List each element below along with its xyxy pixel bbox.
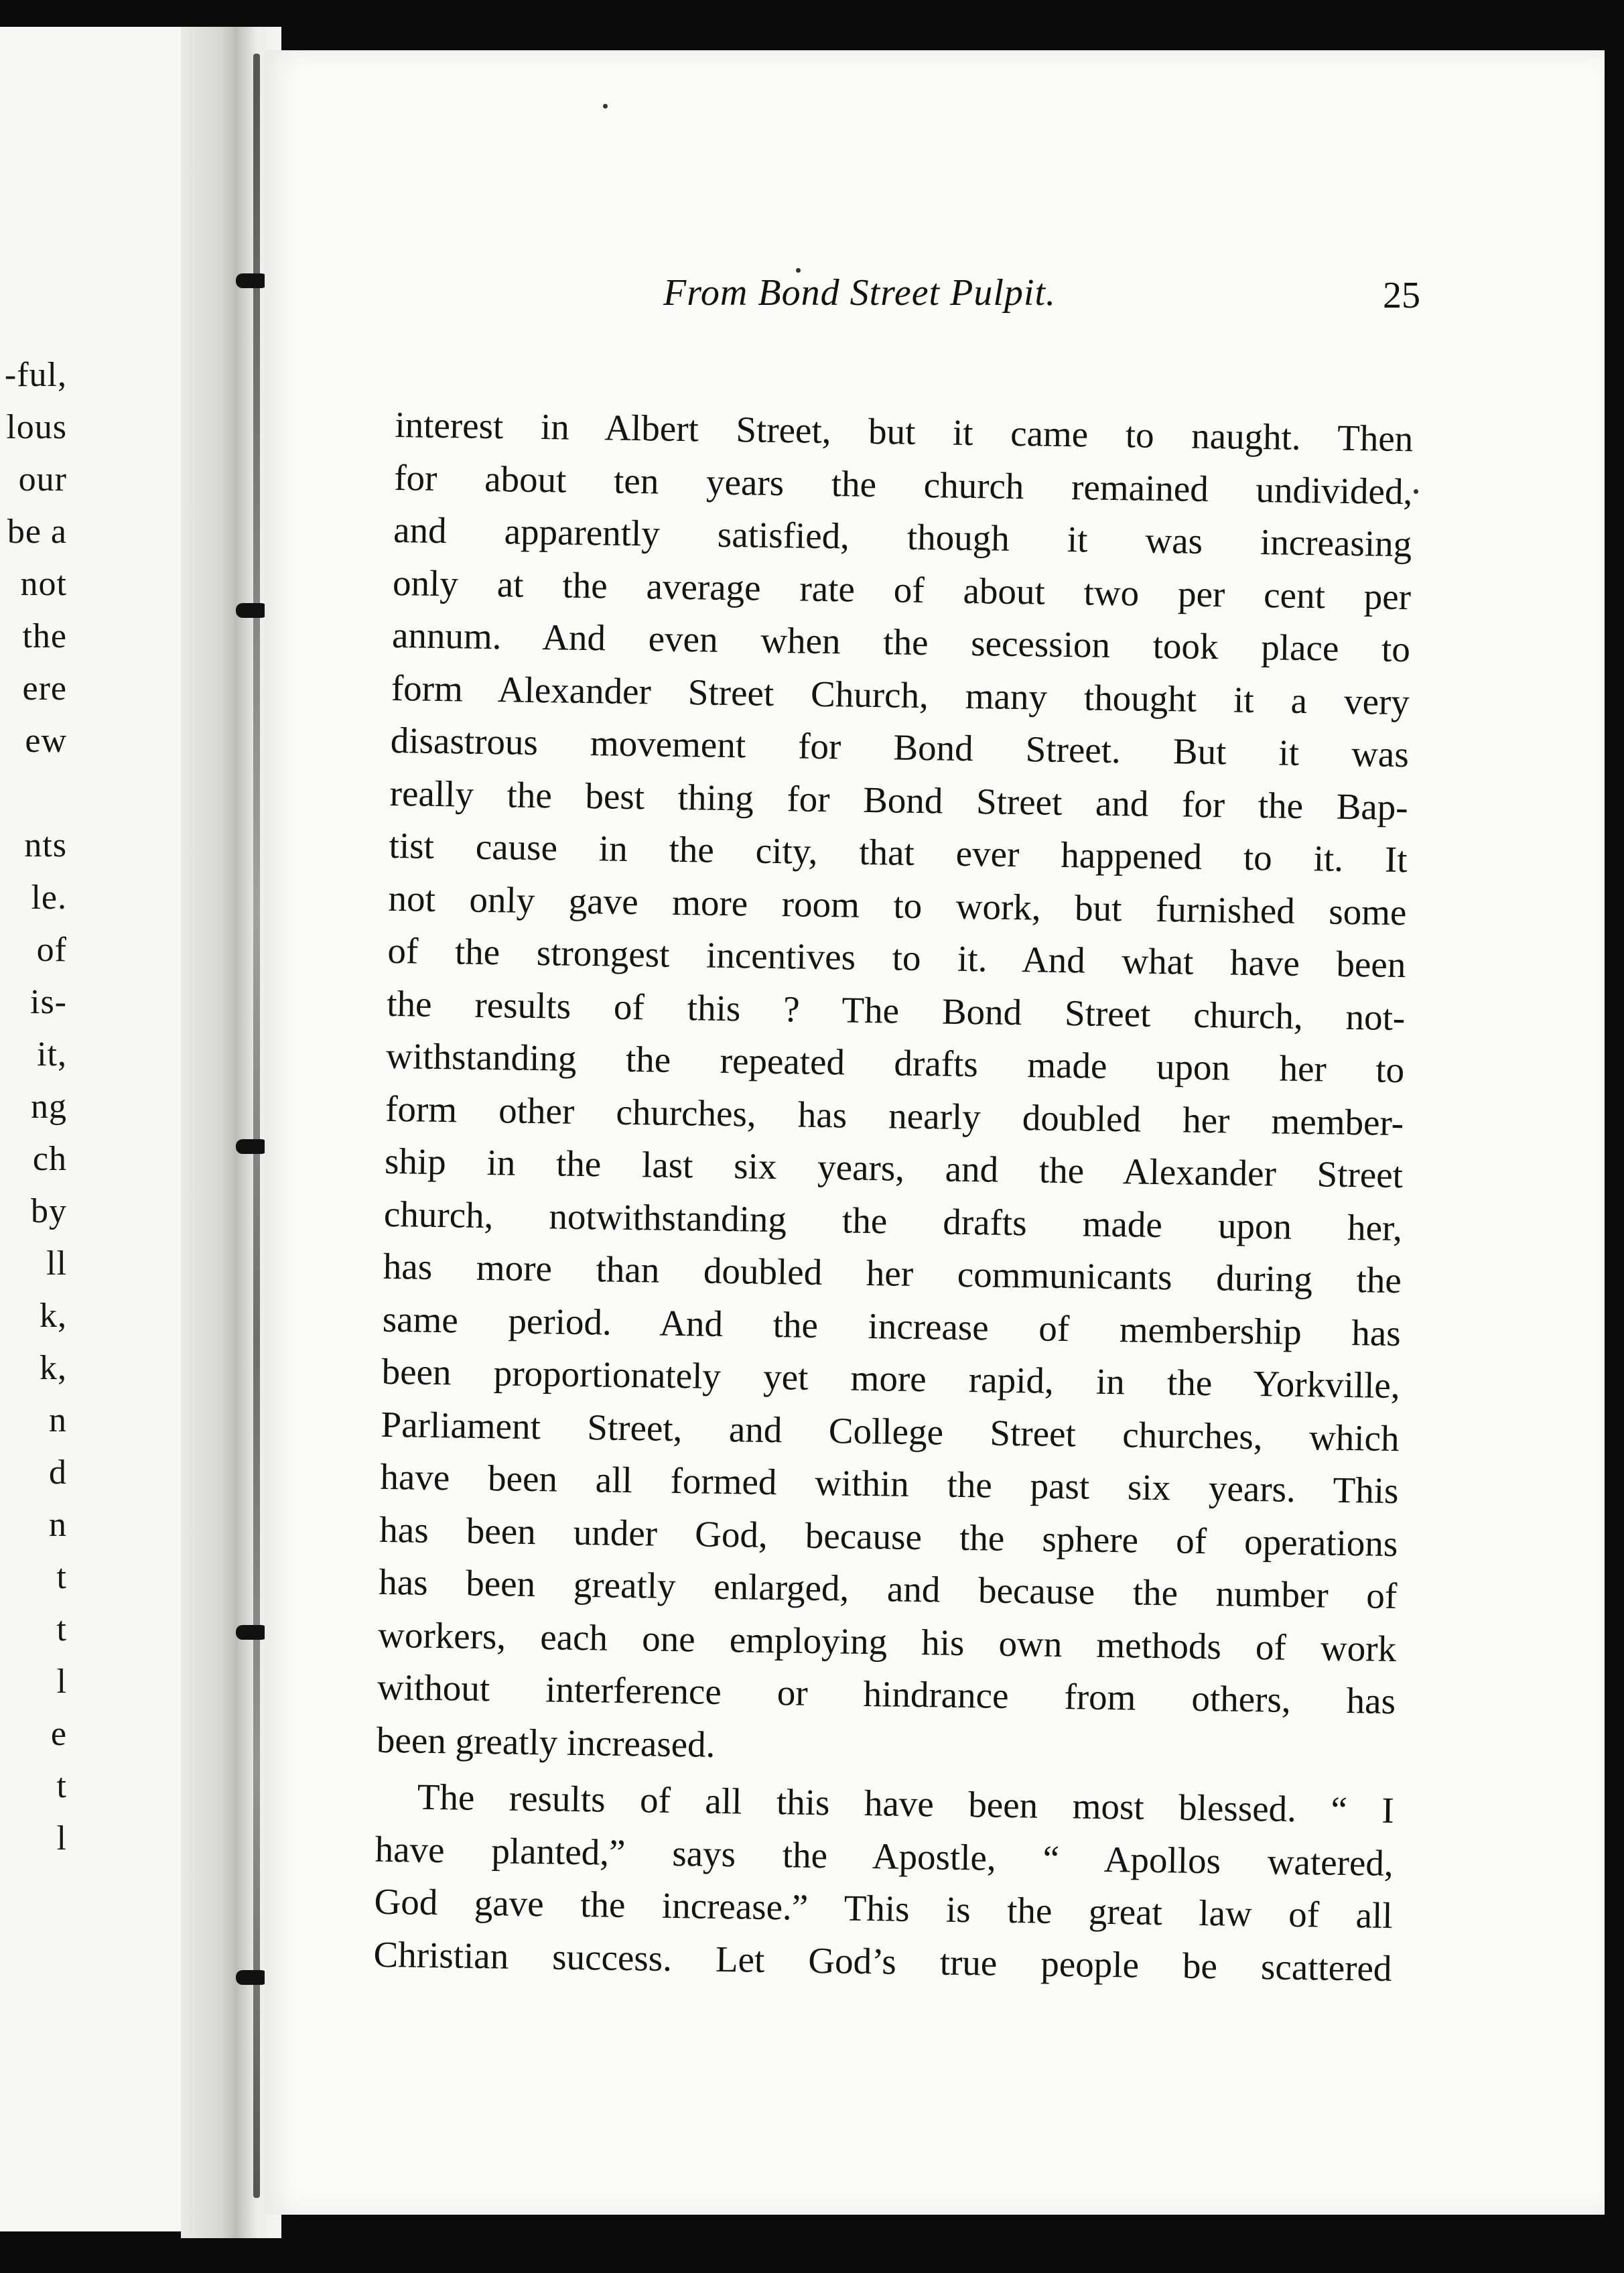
- left-fragment: e: [50, 1715, 67, 1753]
- left-fragment: ew: [25, 722, 67, 760]
- text-line: has been under God, because the sphere of operations: [379, 1508, 1398, 1564]
- text-line: of the strongest incentives to it. And what have been: [387, 929, 1406, 986]
- text-line: The results of all this have been most blessed. “ I: [417, 1776, 1395, 1831]
- left-fragment: -ful,: [4, 356, 67, 394]
- text-line: ship in the last six years, and the Alexander Street: [384, 1140, 1404, 1196]
- text-line: have planted,” says the Apostle, “ Apollos watered,: [375, 1828, 1394, 1884]
- binding-stitch: [236, 1970, 268, 1985]
- left-fragment: le.: [31, 879, 67, 917]
- text-line: been proportionately yet more rapid, in the Yorkville,: [381, 1350, 1401, 1407]
- scan-speck: [1414, 489, 1418, 494]
- left-fragment: ll: [46, 1244, 67, 1283]
- paragraph-1: [377, 399, 1414, 1780]
- text-line: for about ten years the church remained undivided,: [393, 456, 1413, 512]
- text-line: God gave the increase.” This is the great law of all: [374, 1880, 1393, 1937]
- left-fragment: t: [56, 1558, 67, 1596]
- binding-stitch: [236, 273, 268, 288]
- binding-spine: [253, 54, 260, 2198]
- left-fragment: k,: [40, 1349, 67, 1387]
- left-fragment: k,: [40, 1297, 67, 1335]
- left-fragment: l: [56, 1819, 67, 1858]
- paragraph-2: [373, 1770, 1394, 1995]
- running-title: From Bond Street Pulpit.: [663, 272, 1056, 314]
- left-fragment: is-: [30, 983, 67, 1021]
- left-fragment: by: [31, 1192, 67, 1230]
- text-line: not only gave more room to work, but furnished some: [388, 877, 1407, 933]
- left-fragment: ng: [31, 1088, 67, 1126]
- left-fragment: t: [56, 1767, 67, 1805]
- text-line: form Alexander Street Church, many thought it a very: [391, 667, 1410, 722]
- left-fragment: our: [18, 460, 67, 499]
- left-fragment: ch: [32, 1140, 67, 1178]
- text-line: really the best thing for Bond Street and for the Bap-: [389, 772, 1409, 828]
- running-header: [395, 271, 1420, 332]
- left-fragment: be a: [7, 513, 67, 551]
- left-fragment: ere: [22, 669, 67, 708]
- text-line: same period. And the increase of membership has: [382, 1298, 1402, 1354]
- text-line: and apparently satisfied, though it was increasing: [393, 509, 1412, 565]
- left-fragment: nts: [24, 826, 67, 864]
- text-line: the results of this ? The Bond Street church, not-: [386, 982, 1406, 1038]
- text-line: Christian success. Let God’s true people be scattered: [373, 1933, 1392, 1989]
- text-line: church, notwithstanding the drafts made upon her,: [383, 1193, 1403, 1248]
- text-line: without interference or hindrance from others, has: [377, 1666, 1396, 1722]
- text-line: has been greatly enlarged, and because the number of: [378, 1561, 1398, 1617]
- left-fragment: n: [49, 1506, 67, 1544]
- text-line: been greatly increased.: [376, 1719, 716, 1765]
- text-line: annum. And even when the secession took place to: [391, 614, 1411, 670]
- page-number: 25: [1383, 275, 1420, 316]
- text-line: interest in Albert Street, but it came to naught. Then: [395, 403, 1414, 460]
- left-fragment: not: [20, 565, 67, 603]
- text-line: withstanding the repeated drafts made upon her to: [385, 1035, 1405, 1091]
- text-line: only at the average rate of about two per cent per: [392, 562, 1412, 617]
- binding-stitch: [236, 1139, 268, 1154]
- left-fragment: of: [36, 931, 67, 969]
- left-fragment: the: [22, 617, 67, 655]
- text-line: form other churches, has nearly doubled her member-: [385, 1088, 1404, 1143]
- body-text: [373, 399, 1414, 1995]
- left-fragment: d: [49, 1453, 67, 1492]
- left-fragment: t: [56, 1610, 67, 1648]
- binding-stitch: [236, 1625, 268, 1640]
- left-fragment: it,: [37, 1035, 67, 1074]
- scan-speck: [603, 104, 608, 109]
- binding-stitch: [236, 603, 268, 618]
- text-line: workers, each one employing his own methods of work: [377, 1614, 1397, 1669]
- left-fragment: l: [56, 1663, 67, 1701]
- text-line: tist cause in the city, that ever happened to it. It: [389, 824, 1408, 881]
- text-line: disastrous movement for Bond Street. But it was: [390, 719, 1410, 775]
- text-line: have been all formed within the past six years. This: [380, 1455, 1399, 1512]
- text-line: Parliament Street, and College Street churches, which: [381, 1403, 1400, 1459]
- left-fragment: lous: [6, 408, 67, 446]
- left-fragment: n: [49, 1401, 67, 1439]
- left-page-text-fragments: [0, 27, 67, 2231]
- text-line: has more than doubled her communicants during the: [383, 1245, 1402, 1301]
